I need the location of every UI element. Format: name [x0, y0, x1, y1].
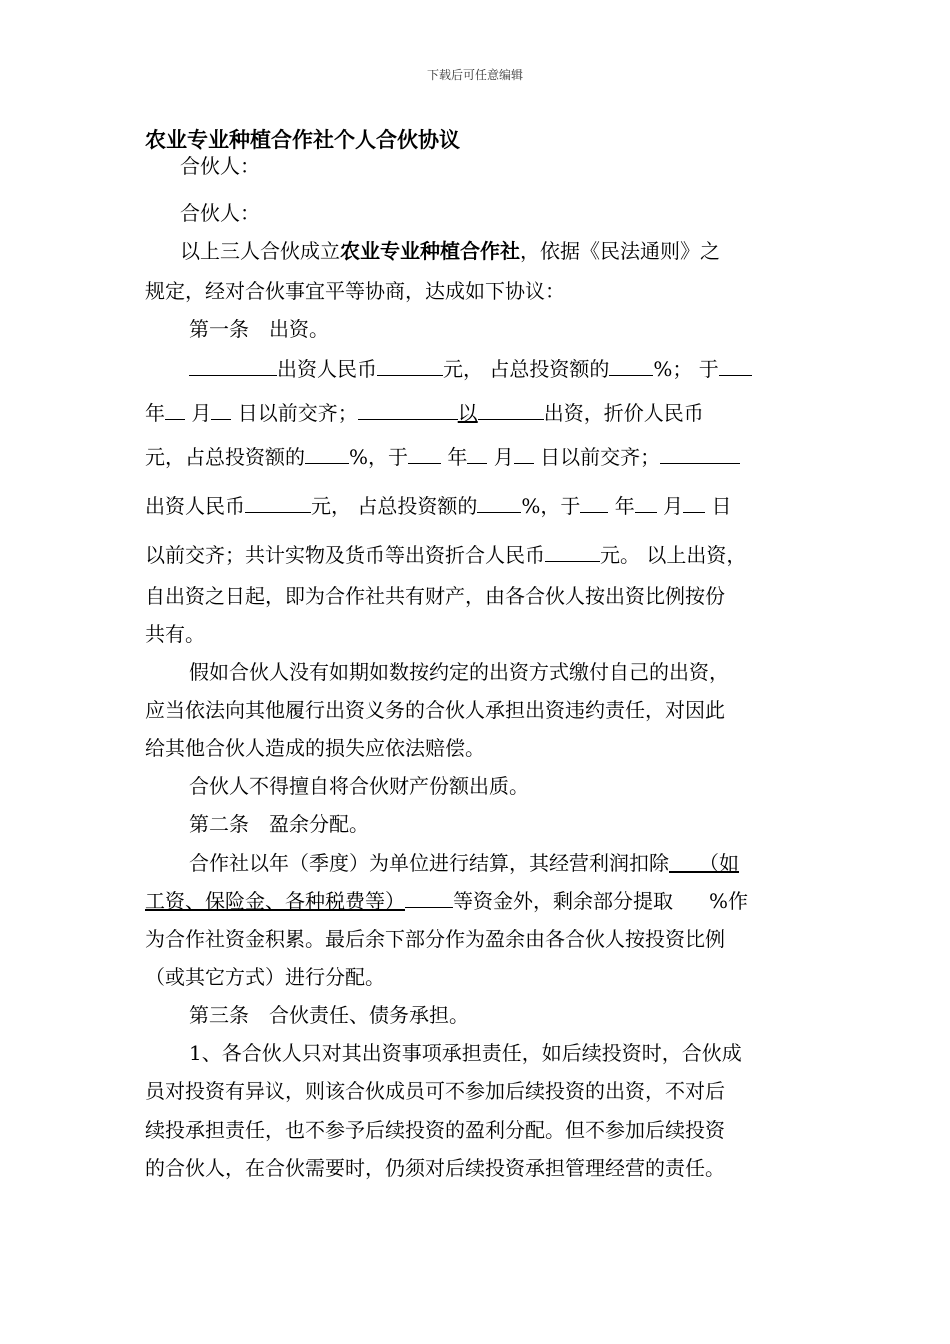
article-1-heading: 第一条 出资。: [189, 317, 329, 341]
page-header: 下载后可任意编辑: [426, 68, 523, 82]
art1-text: 元。 以上出资，: [600, 543, 747, 567]
blank-field: [477, 492, 521, 513]
art2-line-4: （或其它方式）进行分配。: [145, 965, 385, 989]
blank-field: [165, 399, 185, 420]
article-3-heading: 第三条 合伙责任、债务承担。: [189, 1003, 469, 1027]
intro-line-2: 规定，经对合伙事宜平等协商，达成如下协议：: [145, 279, 565, 303]
document-title: 农业专业种植合作社个人合伙协议: [145, 127, 460, 152]
art1-text: %； 于: [653, 357, 719, 381]
art3-line-3: 续投承担责任，也不参予后续投资的盈利分配。但不参加后续投资: [145, 1118, 725, 1142]
blank-field: [245, 492, 311, 513]
article-2-heading: 第二条 盈余分配。: [189, 812, 369, 836]
art1-para-3: 合伙人不得擅自将合伙财产份额出质。: [189, 774, 529, 798]
art1-text: 出资，折价人民币: [543, 401, 704, 425]
art1-text: 月: [493, 445, 514, 469]
art1-text: %，于: [349, 445, 409, 469]
art1-text: 以: [457, 401, 478, 425]
art1-line-1: [189, 355, 849, 383]
blank-field: [358, 399, 458, 420]
art1-text: 日以前交齐；: [237, 401, 358, 425]
art1-text: 元， 占总投资额的: [311, 494, 478, 518]
art3-line-2: 员对投资有异议，则该合伙成员可不参加后续投资的出资，不对后: [145, 1079, 725, 1103]
art1-line-3: [145, 443, 805, 471]
blank-field: [609, 355, 653, 376]
intro-text-a: 以上三人合伙成立: [180, 239, 340, 263]
art1-line-5: [145, 541, 805, 569]
partner-line-2: 合伙人：: [180, 201, 260, 225]
art2-text: 合作社以年（季度）为单位进行结算，其经营利润扣除: [189, 851, 669, 875]
blank-field: [211, 399, 231, 420]
art1-text: 年: [614, 494, 635, 518]
partner-line-1: 合伙人：: [180, 154, 260, 178]
intro-coop-name: 农业专业种植合作社: [340, 239, 520, 263]
blank-field: [408, 443, 441, 464]
art1-text: 月: [663, 494, 684, 518]
blank-field: [514, 443, 534, 464]
art1-para-2-line-2: 应当依法向其他履行出资义务的合伙人承担出资违约责任，对因此: [145, 698, 725, 722]
art1-text: 以前交齐；共计实物及货币等出资折合人民币: [145, 543, 545, 567]
blank-field: [683, 492, 705, 513]
intro-text-c: ，依据《民法通则》之: [520, 239, 720, 263]
art2-line-1: [189, 849, 849, 877]
blank-field: [377, 355, 443, 376]
art1-text: 月: [191, 401, 212, 425]
art2-underlined-text: [669, 851, 739, 875]
art1-text: 日以前交齐；: [540, 445, 661, 469]
art2-text: %作: [709, 889, 749, 913]
art3-line-4: 的合伙人，在合伙需要时，仍须对后续投资承担管理经营的责任。: [145, 1156, 725, 1180]
blank-field: [405, 887, 453, 908]
art1-text: 出资人民币: [145, 494, 245, 518]
blank-field: [189, 355, 277, 376]
intro-line-1: [180, 237, 840, 265]
art1-line-7: 共有。: [145, 622, 205, 646]
art1-text: 元， 占总投资额的: [443, 357, 610, 381]
art2-underlined-text: 工资、保险金、各种税费等）: [145, 889, 405, 913]
blank-field: [580, 492, 608, 513]
art2-text: （如: [709, 851, 739, 875]
blank-field: [467, 443, 487, 464]
blank-field: [660, 443, 740, 464]
blank-field: [478, 399, 544, 420]
art2-text: 等资金外，剩余部分提取: [453, 889, 673, 913]
blank-field: [305, 443, 349, 464]
art1-text: 年: [145, 401, 165, 425]
art1-line-4: [145, 492, 805, 520]
art1-text: 元，占总投资额的: [145, 445, 305, 469]
art1-para-2-line-3: 给其他合伙人造成的损失应依法赔偿。: [145, 736, 485, 760]
art2-line-3: 为合作社资金积累。最后余下部分作为盈余由各合伙人按投资比例: [145, 927, 725, 951]
blank-field: [545, 541, 600, 562]
blank-field: [635, 492, 657, 513]
blank-field: [719, 355, 752, 376]
art3-line-1: 1、各合伙人只对其出资事项承担责任，如后续投资时，合伙成: [189, 1041, 742, 1065]
art1-text: 年: [447, 445, 468, 469]
art1-text: 日: [711, 494, 732, 518]
art1-line-2: [145, 399, 805, 427]
art2-line-2: [145, 887, 805, 915]
art1-para-2-line-1: 假如合伙人没有如期如数按约定的出资方式缴付自己的出资，: [189, 660, 729, 684]
art1-line-6: 自出资之日起，即为合作社共有财产，由各合伙人按出资比例按份: [145, 584, 725, 608]
art1-text: 出资人民币: [277, 357, 377, 381]
art1-text: %，于: [521, 494, 581, 518]
